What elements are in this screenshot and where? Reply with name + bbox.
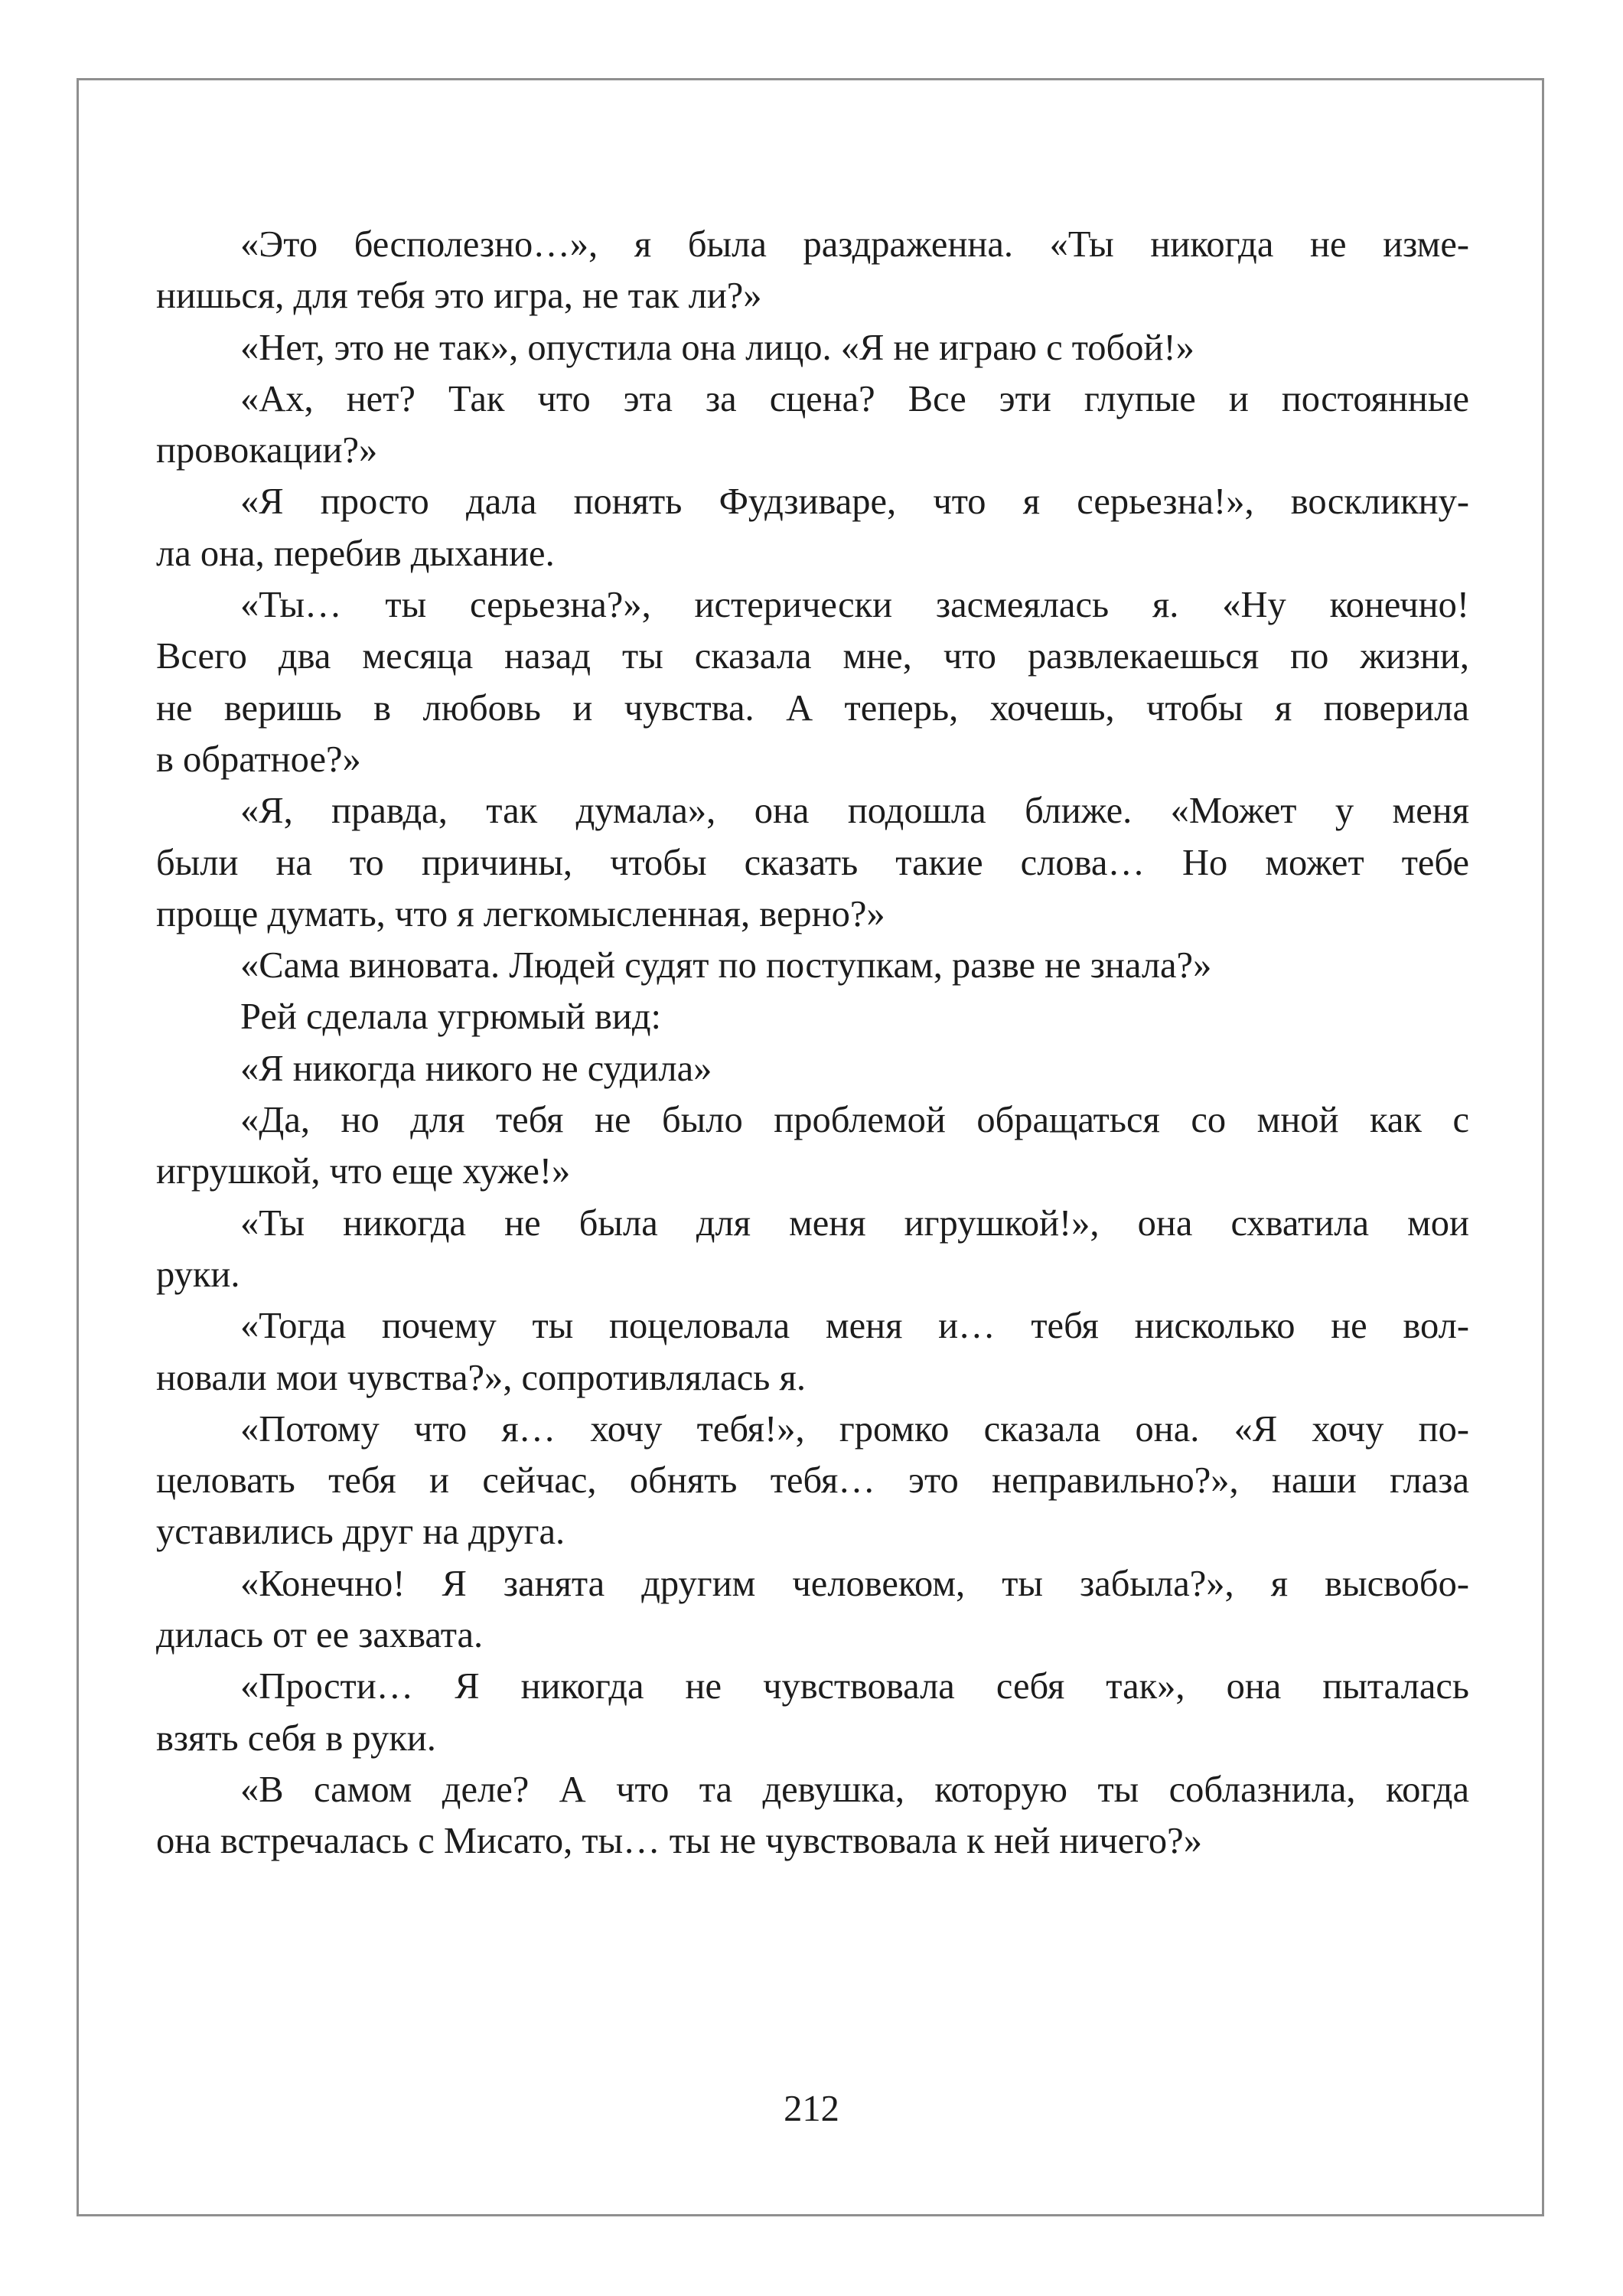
text-line: целовать тебя и сейчас, обнять тебя… это неправильно?», наши глаза [156, 1460, 1469, 1502]
text-line: руки. [156, 1254, 240, 1295]
text-line: «Я, правда, так думала», она подошла ближе. «Может у меня [240, 791, 1469, 832]
text-line: «Прости… Я никогда не чувствовала себя так», она пыталась [240, 1666, 1469, 1707]
text-line: не веришь в любовь и чувства. А теперь, хочешь, чтобы я поверила [156, 687, 1469, 729]
text-line: «Конечно! Я занята другим человеком, ты забыла?», я высвобо- [240, 1563, 1469, 1604]
text-line: уставились друг на друга. [156, 1512, 565, 1553]
text-line: провокации?» [156, 430, 378, 471]
text-line: «Я просто дала понять Фудзиваре, что я серьезна!», воскликну- [240, 481, 1469, 523]
text-line: проще думать, что я легкомысленная, верно?» [156, 893, 885, 934]
text-line: «Да, но для тебя не было проблемой обращаться со мной как с [240, 1100, 1469, 1141]
text-line: «В самом деле? А что та девушка, которую ты соблазнила, когда [240, 1769, 1469, 1810]
text-line: «Сама виновата. Людей судят по поступкам, разве не знала?» [240, 945, 1212, 987]
text-line: были на то причины, чтобы сказать такие слова… Но может тебе [156, 842, 1469, 883]
text-line: ла она, перебив дыхание. [156, 533, 555, 574]
text-line: «Ах, нет? Так что эта за сцена? Все эти глупые и постоянные [240, 378, 1469, 419]
text-line: «Это бесполезно…», я была раздраженна. «Ты никогда не изме- [240, 224, 1469, 265]
text-line: «Нет, это не так», опустила она лицо. «Я не играю с тобой!» [240, 327, 1194, 368]
text-line: нишься, для тебя это игра, не так ли?» [156, 276, 762, 317]
text-line: «Тогда почему ты поцеловала меня и… тебя нисколько не вол- [240, 1306, 1469, 1347]
text-line: дилась от ее захвата. [156, 1615, 484, 1656]
text-line: «Ты… ты серьезна?», истерически засмеялась я. «Ну конечно! [240, 585, 1469, 626]
text-line: новали мои чувства?», сопротивлялась я. [156, 1357, 806, 1398]
page-number: 212 [784, 2089, 839, 2129]
text-line: «Ты никогда не была для меня игрушкой!», она схватила мои [240, 1202, 1469, 1244]
page-body-text [156, 219, 1469, 1867]
text-line: взять себя в руки. [156, 1717, 436, 1759]
text-line: «Я никогда никого не судила» [240, 1048, 712, 1089]
text-line: в обратное?» [156, 739, 361, 780]
text-line: игрушкой, что еще хуже!» [156, 1151, 571, 1192]
text-line: Рей сделала угрюмый вид: [240, 996, 662, 1038]
text-line: Всего два месяца назад ты сказала мне, что развлекаешься по жизни, [156, 636, 1469, 677]
text-line: она встречалась с Мисато, ты… ты не чувствовала к ней ничего?» [156, 1821, 1202, 1862]
text-line: «Потому что я… хочу тебя!», громко сказала она. «Я хочу по- [240, 1408, 1469, 1450]
